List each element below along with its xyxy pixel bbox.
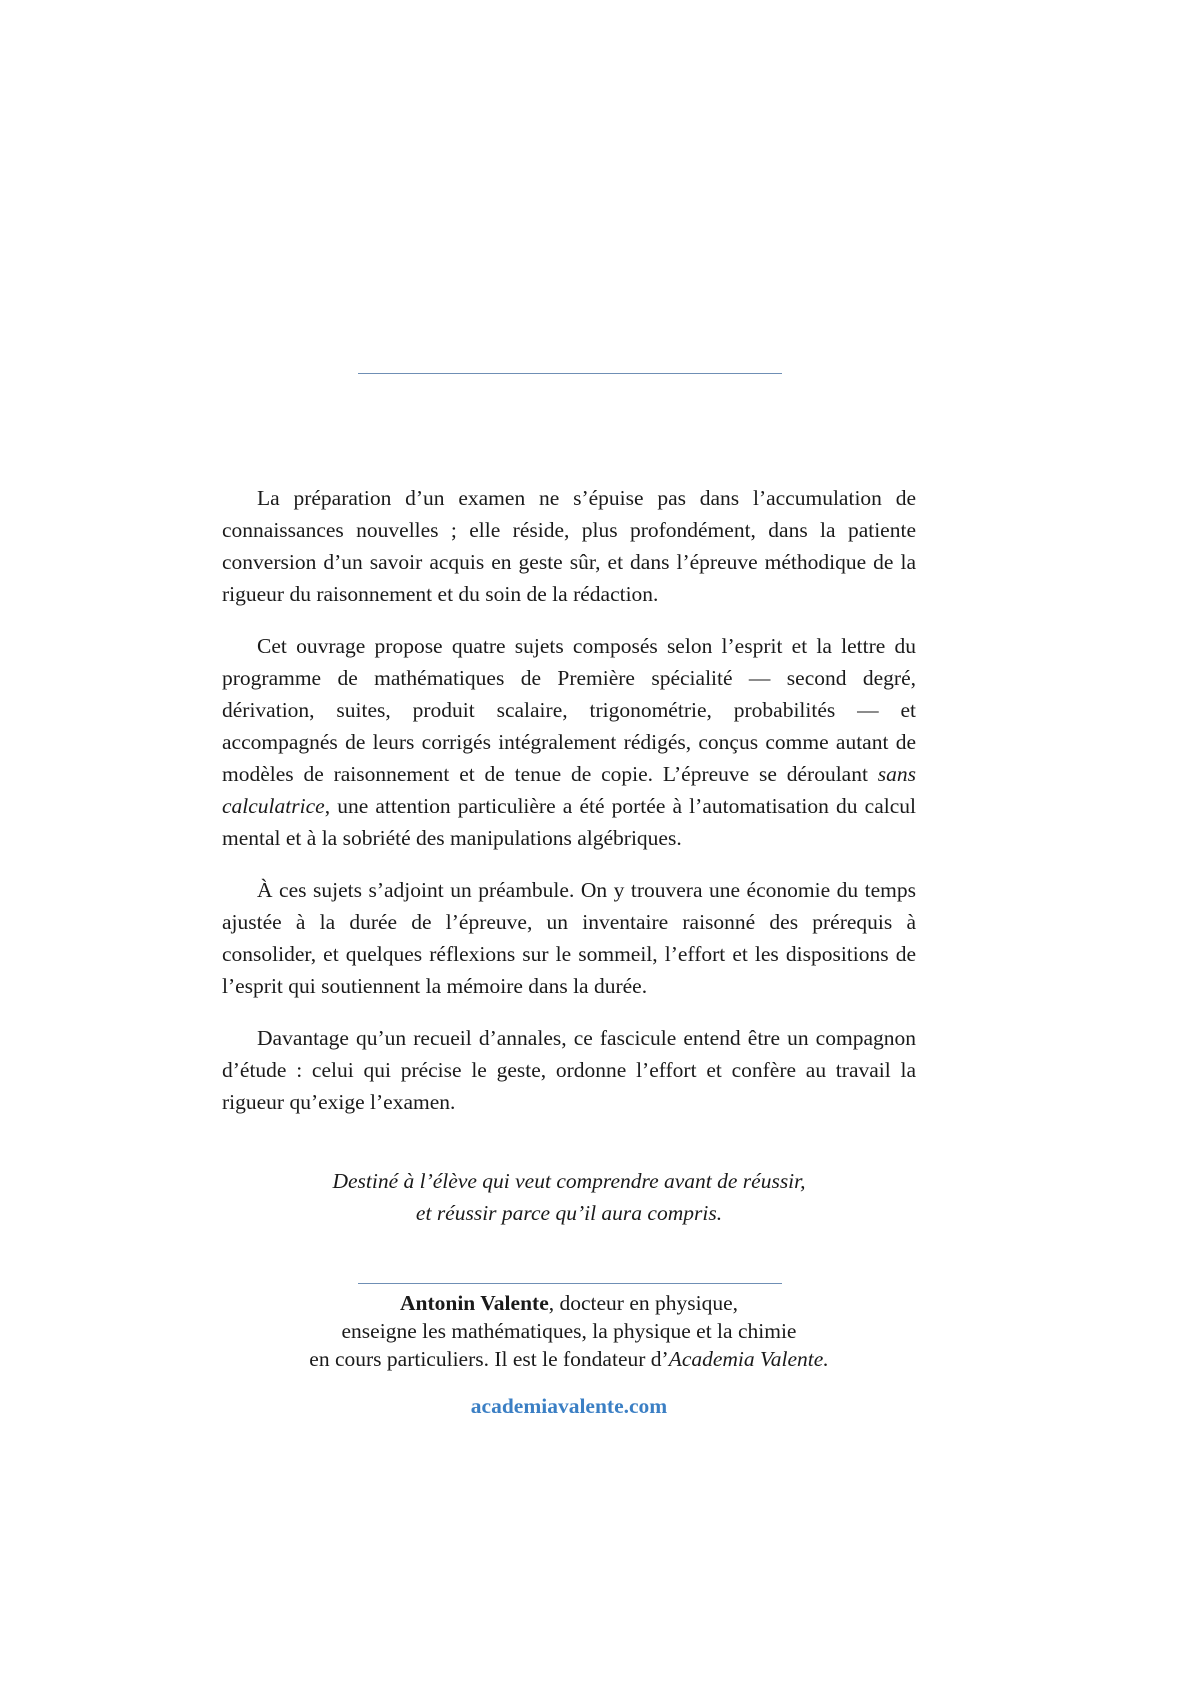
paragraph-preparation: La préparation d’un examen ne s’épuise pas dans l’accumulation de connaissances nouvelles ; elle réside, plus profondément, dans la patiente conversion d’un savoir acquis en geste sûr, et dans l’épreuve méthodique de la rigueur du raisonnement et du soin de la rédaction. xyxy=(222,486,916,606)
bottom-divider-rule xyxy=(358,1283,782,1284)
paragraph-contenu-start: Cet ouvrage propose quatre sujets composés selon l’esprit et la lettre du programme de mathématiques de Première spécialité — second degré, dérivation, suites, produit scalaire, trigonométrie, probabilités — et accompagnés de leurs corrigés intégralement rédigés, conçus comme autant de modèles de raisonnement et de tenue de copie. L’épreuve se déroulant xyxy=(222,634,916,786)
paragraph-contenu xyxy=(222,630,916,854)
dedication xyxy=(222,1165,916,1229)
author-name: Antonin Valente xyxy=(399,1291,549,1315)
paragraph-compagnon: Davantage qu’un recueil d’annales, ce fascicule entend être un compagnon d’étude : celui qui précise le geste, ordonne l’effort et confère au travail la rigueur qu’exige l’examen. xyxy=(222,1026,916,1114)
academy-name: Academia Valente. xyxy=(668,1347,829,1371)
body-text xyxy=(222,482,916,1138)
sans-calculatrice-emphasis: sans calculatrice xyxy=(222,762,916,818)
dedication-line-1: Destiné à l’élève qui veut comprendre avant de réussir, xyxy=(332,1169,806,1193)
paragraph-contenu-end: , une attention particulière a été portée à l’automatisation du calcul mental et à la sobriété des manipulations algébriques. xyxy=(222,794,916,850)
website-link[interactable]: academiavalente.com xyxy=(470,1394,668,1418)
paragraph-preambule: À ces sujets s’adjoint un préambule. On y trouvera une économie du temps ajustée à la durée de l’épreuve, un inventaire raisonné des prérequis à consolider, et quelques réflexions sur le sommeil, l’effort et les dispositions de l’esprit qui soutiennent la mémoire dans la durée. xyxy=(222,878,916,998)
author-bio-line-2: enseigne les mathématiques, la physique et la chimie xyxy=(341,1319,797,1343)
author-bio xyxy=(222,1289,916,1373)
top-divider-rule xyxy=(358,373,782,374)
author-bio-line-3-text: en cours particuliers. Il est le fondateur d’ xyxy=(309,1347,669,1371)
author-bio-line-3 xyxy=(222,1345,916,1373)
author-bio-line-1 xyxy=(222,1289,916,1317)
author-title: , docteur en physique, xyxy=(548,1291,739,1315)
dedication-line-2: et réussir parce qu’il aura compris. xyxy=(415,1201,723,1225)
